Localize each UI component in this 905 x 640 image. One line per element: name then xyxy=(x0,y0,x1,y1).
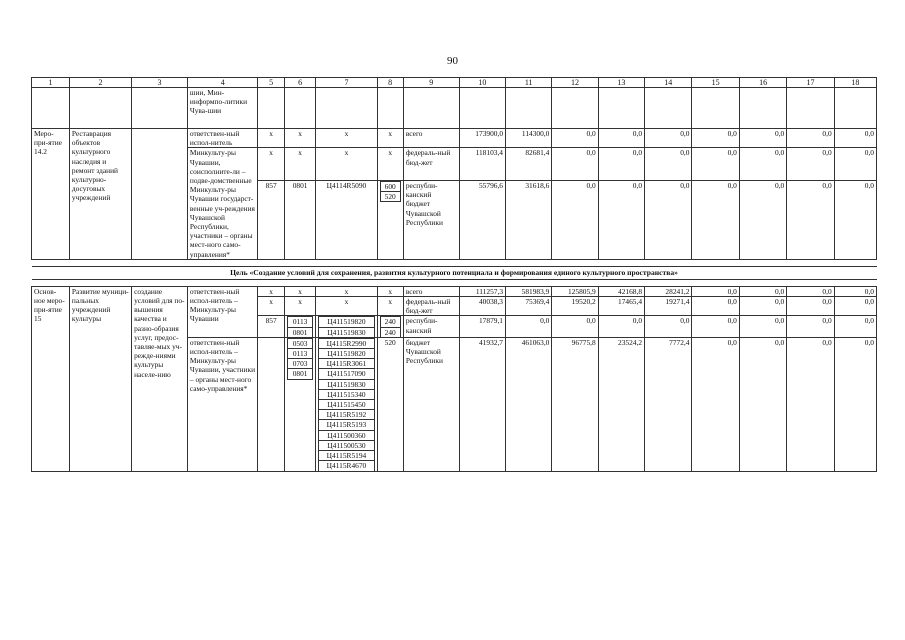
header-col-1: 1 xyxy=(32,78,70,88)
om15-number: Основ-ное меро-при-ятие 15 xyxy=(32,286,70,471)
header-col-4: 4 xyxy=(187,78,258,88)
kcsr-code: Ц4115R3061 xyxy=(318,358,374,369)
continuation-executor-text: шии, Мин-информпо-литики Чува-шии xyxy=(187,88,258,129)
kfsr-code-list xyxy=(287,338,314,379)
header-col-9: 9 xyxy=(403,78,459,88)
m142-row-total: Меро-при-ятие 14.2 Реставрация объектов культурного наследия и ремонт зданий культурно-досуговых учреждений ответствен-ный испол-нитель x x x x всего 173900,0 114300,0 0,0 0,0 0,0 0,0 0,0 0,0 0,0 xyxy=(32,129,877,148)
header-col-17: 17 xyxy=(787,78,834,88)
header-col-15: 15 xyxy=(692,78,739,88)
kcsr-code: Ц4115R2990 xyxy=(318,338,374,349)
om15-executor-a: ответствен-ный испол-нитель – Минкульту-ры Чувашии xyxy=(187,286,258,337)
kcsr-code: Ц4115R4670 xyxy=(318,460,374,471)
header-col-12: 12 xyxy=(552,78,598,88)
continuation-row xyxy=(32,88,877,129)
header-col-13: 13 xyxy=(598,78,644,88)
kcsr-code: Ц411515340 xyxy=(318,389,374,400)
header-col-14: 14 xyxy=(645,78,692,88)
header-row xyxy=(32,78,877,88)
kcsr-code: Ц411517090 xyxy=(318,368,374,379)
header-col-7: 7 xyxy=(316,78,377,88)
kcsr-code: Ц411519820 xyxy=(318,348,374,359)
header-col-16: 16 xyxy=(739,78,786,88)
budget-table xyxy=(31,77,877,472)
m142-row-federal: Минкульту-ры Чувашии, соисполните-ли – подве-домственные Минкульту-ры Чувашии государст-венные уч-реждения Чувашской Республики, участники – органы мест-ного само-управления* x x x x федераль-ный бюд-жет 118103,4 82681,4 0,0 0,0 0,0 0,0 0,0 0,0 0,0 xyxy=(32,148,877,181)
m142-row-republic: 857 0801 Ц4114R5090 600 520 республи-канский бюджет Чувашской Республики 55796,6 31618,6 0,0 0,0 0,0 0,0 0,0 0,0 0,0 xyxy=(32,180,877,259)
header-col-10: 10 xyxy=(459,78,505,88)
om15-goal: создание условий для по-вышения качества и разно-образия услуг, предос-тавляе-мых уч-режде-ниями культуры населе-нию xyxy=(132,286,188,471)
kfsr-code: 0113 xyxy=(287,348,314,359)
goal-row xyxy=(32,266,877,279)
om15-row-total: Основ-ное меро-при-ятие 15 Развитие муници-пальных учреждений культуры создание условий для по-вышения качества и разно-образия услуг, предос-тавляе-мых уч-режде-ниями культуры населе-нию ответствен-ный испол-нитель – Минкульту-ры Чувашии x x x x всего 111257,3 581983,9 125805,9 42168,8 28241,2 0,0 0,0 0,0 0,0 xyxy=(32,286,877,296)
kcsr-code: Ц4115R5194 xyxy=(318,450,374,461)
om15-row-republic-a: 857 0113 0801 Ц411519820 Ц411519830 240 240 республи-канский 17879,1 0,0 0,0 0,0 0,0 0,0 0,0 0,0 0,0 xyxy=(32,316,877,337)
kfsr-code: 0503 xyxy=(287,338,314,349)
header-col-8: 8 xyxy=(377,78,403,88)
kcsr-code-list xyxy=(318,338,374,471)
m142-number: Меро-при-ятие 14.2 xyxy=(32,129,70,260)
header-col-3: 3 xyxy=(132,78,188,88)
goal-text: Цель «Создание условий для сохранения, развития культурного потенциала и формирования единого культурного пространства» xyxy=(32,266,877,279)
kfsr-code: 0703 xyxy=(287,358,314,369)
kcsr-code: Ц411515450 xyxy=(318,399,374,410)
kcsr-code: Ц4115R5193 xyxy=(318,419,374,430)
budget-table-sheet xyxy=(31,77,877,472)
kcsr-code: Ц411519830 xyxy=(318,379,374,390)
m142-executor-label: ответствен-ный испол-нитель xyxy=(187,129,258,148)
om15-title: Развитие муници-пальных учреждений культуры xyxy=(69,286,131,471)
header-col-5: 5 xyxy=(258,78,284,88)
om15-executor-b: ответствен-ный испол-нитель – Минкульту-ры Чувашии, участники – органы мест-ного само-управления* xyxy=(187,337,258,471)
om15-row-federal: x x x x федераль-ный бюд-жет 40038,3 75369,4 19520,2 17465,4 19271,4 0,0 0,0 0,0 0,0 xyxy=(32,297,877,316)
m142-title: Реставрация объектов культурного наследия и ремонт зданий культурно-досуговых учреждений xyxy=(69,129,131,260)
header-col-6: 6 xyxy=(284,78,316,88)
page-number: 90 xyxy=(447,55,458,67)
om15-row-republic-b: ответствен-ный испол-нитель – Минкульту-ры Чувашии, участники – органы мест-ного само-управления* 0503 0113 0703 0801 Ц4115R2990 Ц411519820 Ц4115R3061 Ц411517090 Ц411519830 Ц411515340 Ц411515450 Ц4115R5192 Ц4115R5193 Ц411500360 Ц411500530 Ц4115R5194 Ц4115R4670 520 бюджет Чувашской Республики 41932,7 461063,0 96775,8 23524,2 7772,4 0,0 0,0 0,0 0,0 xyxy=(32,337,877,471)
kcsr-code: Ц411500530 xyxy=(318,440,374,451)
header-col-18: 18 xyxy=(834,78,876,88)
kcsr-code: Ц4115R5192 xyxy=(318,409,374,420)
header-col-2: 2 xyxy=(69,78,131,88)
kfsr-code: 0801 xyxy=(287,368,314,379)
m142-executor-text: Минкульту-ры Чувашии, соисполните-ли – подве-домственные Минкульту-ры Чувашии государст-венные уч-реждения Чувашской Республики, участники – органы мест-ного само-управления* xyxy=(187,148,258,259)
header-col-11: 11 xyxy=(506,78,552,88)
kcsr-code: Ц411500360 xyxy=(318,430,374,441)
